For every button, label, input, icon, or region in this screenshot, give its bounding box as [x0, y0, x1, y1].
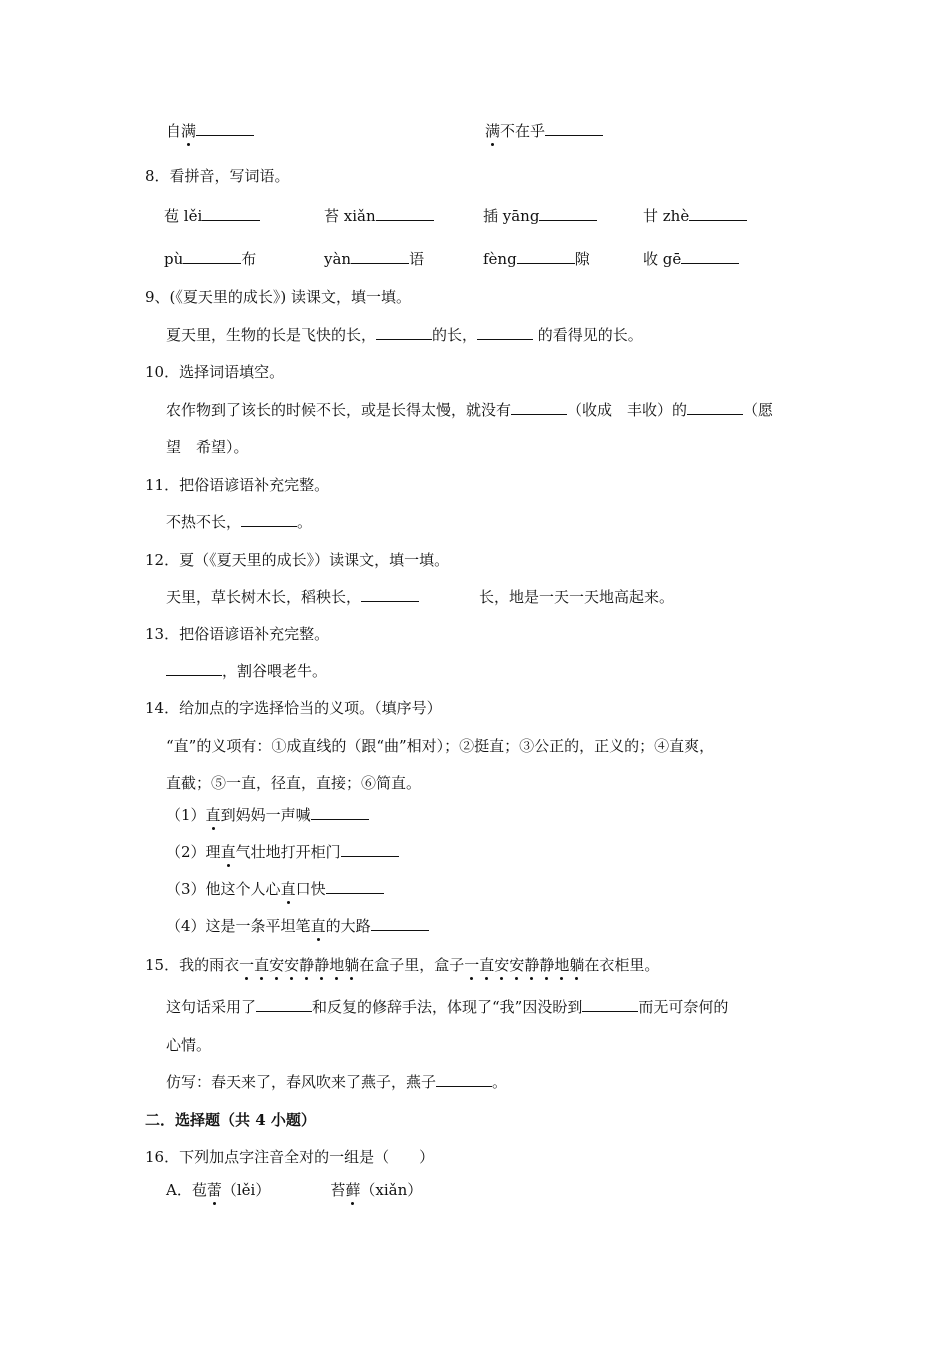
q9-title: 9、(《夏天里的成长》) 读课文，填一填。 [145, 288, 412, 306]
answer-blank[interactable] [376, 206, 434, 221]
q10-title: 10．选择词语填空。 [145, 363, 285, 381]
answer-blank[interactable] [539, 206, 597, 221]
q14-meaning-line1: “直”的义项有：①成直线的（跟“曲”相对）；②挺直；③公正的，正义的；④直爽， [166, 737, 715, 755]
q11-title: 11．把俗语谚语补充完整。 [145, 476, 330, 494]
answer-blank[interactable] [326, 879, 384, 894]
answer-blank[interactable] [582, 997, 638, 1012]
q7-right-dotted: 满 [485, 122, 501, 140]
q8-title: 8．看拼音，写词语。 [145, 167, 290, 185]
answer-blank[interactable] [341, 842, 399, 857]
answer-blank[interactable] [256, 997, 312, 1012]
answer-blank[interactable] [545, 121, 603, 136]
q11-line: 不热不长， 。 [166, 513, 313, 531]
answer-blank[interactable] [183, 249, 241, 264]
q8-item: fèng 隙 [483, 250, 590, 268]
dotted-phrase: 一直安安静静地躺 [464, 956, 585, 974]
q15-line4: 仿写：春天来了，春风吹来了燕子，燕子 。 [166, 1073, 508, 1091]
answer-blank[interactable] [687, 400, 743, 415]
answer-blank[interactable] [241, 512, 297, 527]
q14-title: 14．给加点的字选择恰当的义项。（填序号） [145, 699, 442, 717]
q8-item: 苔 xiǎn [324, 206, 434, 226]
q15-line3: 心情。 [166, 1036, 212, 1054]
q15-sentence: 15．我的雨衣一直安安静静地躺在盒子里，盒子一直安安静静地躺在衣柜里。 [145, 956, 660, 974]
q8-item: 甘 zhè [643, 206, 747, 226]
q8-item: 苞 lěi [164, 206, 260, 226]
answer-blank[interactable] [196, 121, 254, 136]
q13-title: 13．把俗语谚语补充完整。 [145, 625, 330, 643]
answer-blank[interactable] [166, 661, 222, 676]
q7-left-word: 自满 [166, 122, 197, 140]
q14-item: （2）理直气壮地打开柜门 [166, 842, 399, 862]
answer-blank[interactable] [202, 206, 260, 221]
answer-blank[interactable] [681, 249, 739, 264]
answer-blank[interactable] [436, 1072, 492, 1087]
q9-line: 夏天里，生物的长是飞快的长， 的长， 的看得见的长。 [166, 326, 643, 344]
answer-blank[interactable] [689, 206, 747, 221]
q15-line2: 这句话采用了 和反复的修辞手法，体现了“我”因没盼到 而无可奈何的 [166, 998, 729, 1016]
q8-item: 插 yāng [483, 206, 597, 226]
answer-blank[interactable] [376, 325, 432, 340]
answer-blank[interactable] [477, 325, 533, 340]
q10-line1: 农作物到了该长的时候不长，或是长得太慢，就没有 （收成 丰收）的 （愿 [166, 401, 774, 419]
q8-item: pù 布 [164, 250, 257, 268]
answer-blank[interactable] [517, 249, 575, 264]
q14-item: （1）直到妈妈一声喊 [166, 805, 369, 825]
q13-line: ，割谷喂老牛。 [166, 661, 327, 681]
answer-blank[interactable] [511, 400, 567, 415]
q10-line2: 望 希望）。 [166, 438, 249, 456]
q16-title: 16．下列加点字注音全对的一组是（ ） [145, 1148, 435, 1166]
q14-item: （4）这是一条平坦笔直的大路 [166, 916, 429, 936]
answer-blank[interactable] [311, 805, 369, 820]
q7-right: 满不在乎 [485, 121, 603, 141]
q12-line: 天里，草长树木长，稻秧长， 长，地是一天一天地高起来。 [166, 588, 675, 606]
q8-item: yàn 语 [324, 250, 425, 268]
q7-left [166, 121, 254, 141]
q16-option-a: A．苞蕾（lěi） 苔藓（xiǎn） [166, 1181, 423, 1199]
section-title: 二．选择题（共 4 小题） [145, 1111, 316, 1129]
q8-item: 收 gē [643, 249, 739, 269]
answer-blank[interactable] [351, 249, 409, 264]
answer-blank[interactable] [371, 916, 429, 931]
answer-blank[interactable] [361, 587, 419, 602]
q14-item: （3）他这个人心直口快 [166, 879, 384, 899]
q12-title: 12．夏（《夏天里的成长》）读课文，填一填。 [145, 551, 450, 569]
dotted-phrase: 一直安安静静地躺 [239, 956, 360, 974]
q14-meaning-line2: 直截；⑤一直，径直，直接；⑥简直。 [166, 774, 422, 792]
